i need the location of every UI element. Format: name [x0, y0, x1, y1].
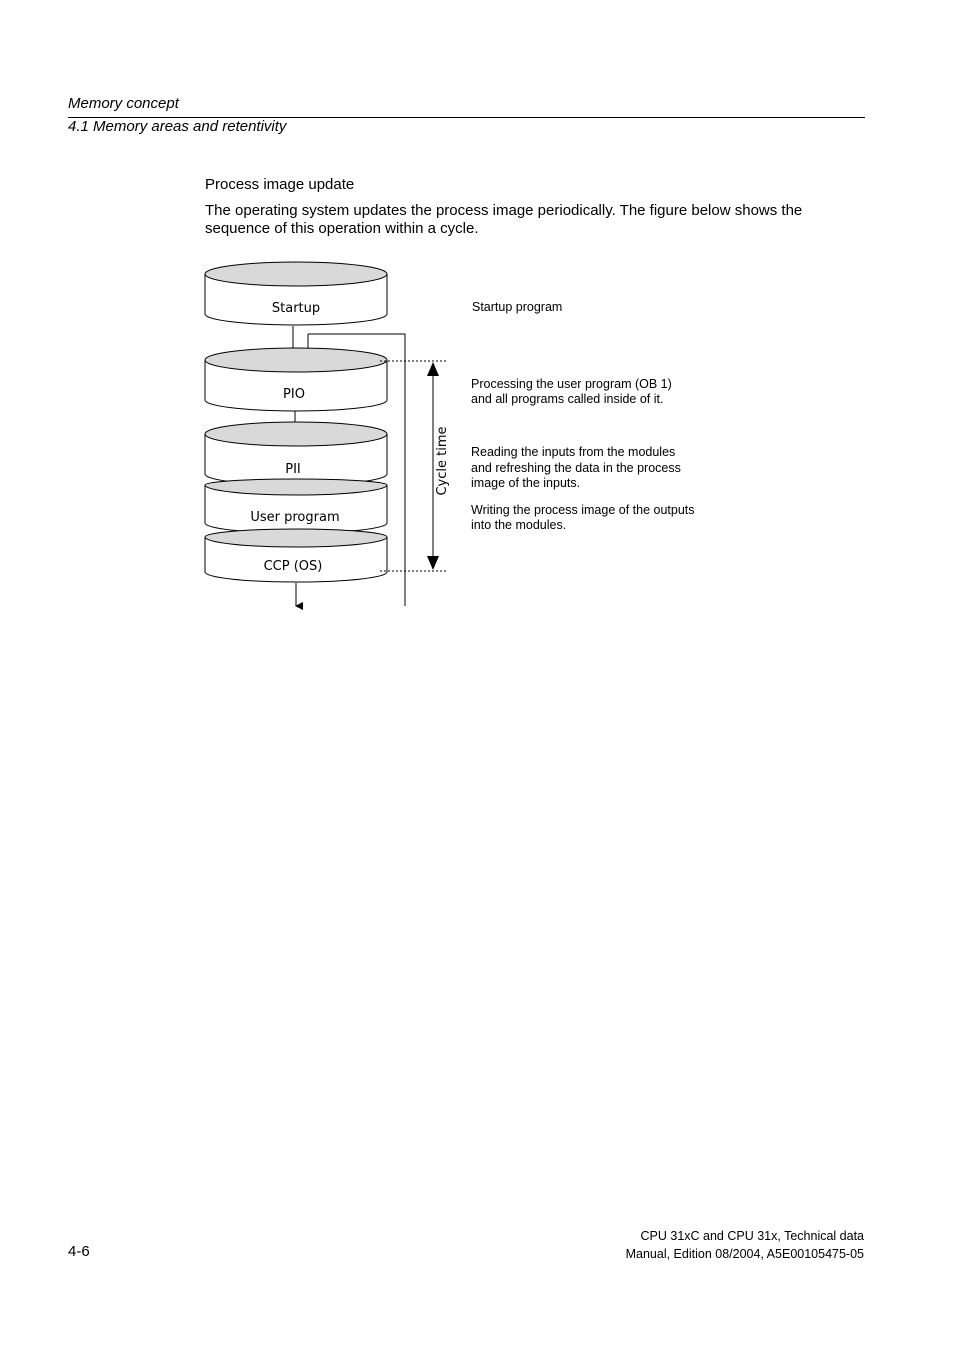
page-number: 4-6 — [68, 1243, 90, 1260]
cycle-time-dimension — [380, 361, 450, 571]
pii-cylinder — [205, 422, 387, 485]
user-program-label: User program — [250, 510, 340, 525]
annotation-reading-line-3: image of the inputs. — [471, 476, 581, 490]
running-header-chapter: Memory concept — [68, 95, 179, 112]
annotation-writing-line-1: Writing the process image of the outputs — [471, 503, 695, 517]
footer-doc-info — [626, 1227, 864, 1263]
annotation-processing-line-1: Processing the user program (OB 1) — [471, 377, 672, 391]
startup-cylinder — [205, 262, 387, 325]
footer-doc-title: CPU 31xC and CPU 31x, Technical data — [640, 1229, 864, 1243]
ccp-label: CCP (OS) — [263, 559, 323, 574]
annotation-startup-program: Startup program — [472, 300, 563, 314]
section-heading: Process image update — [205, 176, 355, 193]
annotation-reading-line-2: and refreshing the data in the process — [471, 461, 681, 475]
pii-label: PII — [285, 462, 301, 477]
startup-label: Startup — [271, 301, 321, 316]
footer-doc-edition: Manual, Edition 08/2004, A5E00105475-05 — [625, 1247, 864, 1261]
user-program-cylinder — [205, 479, 387, 533]
ccp-cylinder — [205, 529, 387, 582]
annotation-writing-line-2: into the modules. — [471, 518, 567, 532]
running-header-section: 4.1 Memory areas and retentivity — [68, 118, 287, 135]
cycle-time-label: Cycle time — [435, 426, 450, 496]
pio-cylinder — [205, 348, 387, 411]
annotation-reading-line-1: Reading the inputs from the modules — [471, 445, 676, 459]
pio-label: PIO — [283, 387, 305, 402]
paragraph-line-2: sequence of this operation within a cycle. — [205, 220, 479, 237]
paragraph-line-1: The operating system updates the process image periodically. The figure below shows the — [205, 202, 803, 219]
annotation-processing-line-2: and all programs called inside of it. — [471, 392, 664, 406]
